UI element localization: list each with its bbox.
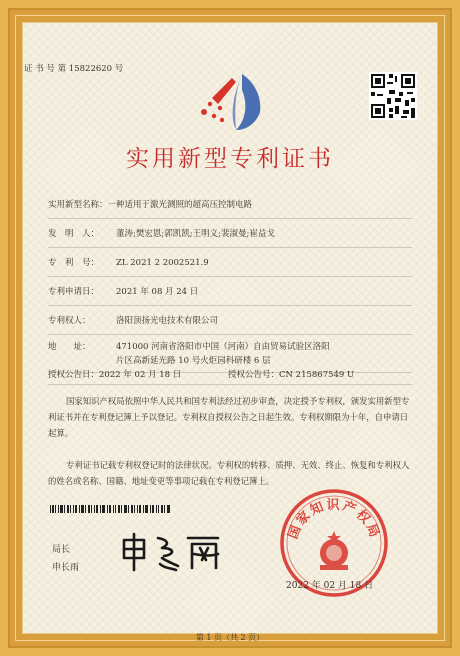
divider xyxy=(48,384,412,385)
announcement-number: 授权公告号：CN 215867549 U xyxy=(228,370,355,380)
divider xyxy=(48,247,412,248)
svg-text:国家知识产权局: 国家知识产权局 xyxy=(285,498,383,542)
divider xyxy=(48,218,412,219)
director-title: 局长 xyxy=(52,545,71,555)
divider xyxy=(48,276,412,277)
divider xyxy=(48,305,412,306)
handwritten-signature-icon xyxy=(118,530,228,574)
page-number: 第 1 页（共 2 页） xyxy=(195,633,265,642)
field-announcement: 授权公告日：2022 年 02 月 18 日 授权公告号：CN 215867549 U xyxy=(48,370,355,380)
qr-code-icon xyxy=(369,72,417,120)
announcement-date: 2022 年 02 月 18 日 xyxy=(99,370,182,380)
field-address: 地 址： 471000 河南省洛阳市中国（河南）自由贸易试验区洛阳 片区高新延光路 10 号火炬园科研楼 6 层 xyxy=(48,342,330,366)
field-inventors: 发 明 人： 董涛;樊宏恩;郭凯凯;王明义;裴淑曼;崔益戈 xyxy=(48,229,275,239)
address-line-1: 471000 河南省洛阳市中国（河南）自由贸易试验区洛阳 xyxy=(116,342,330,352)
field-patent-number: 专 利 号： ZL 2021 2 2002521.9 xyxy=(48,258,209,268)
legal-status-statement: 专利证书记载专利权登记时的法律状况。专利权的转移、质押、无效、终止、恢复和专利权人的姓名或名称、国籍、地址变更等事项记载在专利登记簿上。 xyxy=(48,460,410,486)
certificate-title: 实用新型专利证书 xyxy=(126,146,334,172)
field-utility-model-name: 实用新型名称：一种适用于激光测照的超高压控制电路 xyxy=(48,200,253,210)
barcode-icon xyxy=(50,505,170,513)
grant-statement: 国家知识产权局依照中华人民共和国专利法经过初步审查，决定授予专利权，颁发实用新型专利证书并在专利登记簿上予以登记。专利权自授权公告之日起生效。专利权期限为十年，自申请日起算。 xyxy=(48,396,410,438)
address-line-2: 片区高新延光路 10 号火炬园科研楼 6 层 xyxy=(116,356,271,366)
certificate-number: 证 书 号 第 15822620 号 xyxy=(24,64,124,74)
divider xyxy=(48,334,412,335)
director-name: 申长雨 xyxy=(52,563,80,573)
field-patentee: 专利权人： 洛阳顶扬光电技术有限公司 xyxy=(48,316,219,326)
patent-office-emblem-icon xyxy=(196,68,268,132)
seal-date: 2022 年 02 月 18 日 xyxy=(286,581,374,591)
field-application-date: 专利申请日： 2021 年 08 月 24 日 xyxy=(48,287,199,297)
